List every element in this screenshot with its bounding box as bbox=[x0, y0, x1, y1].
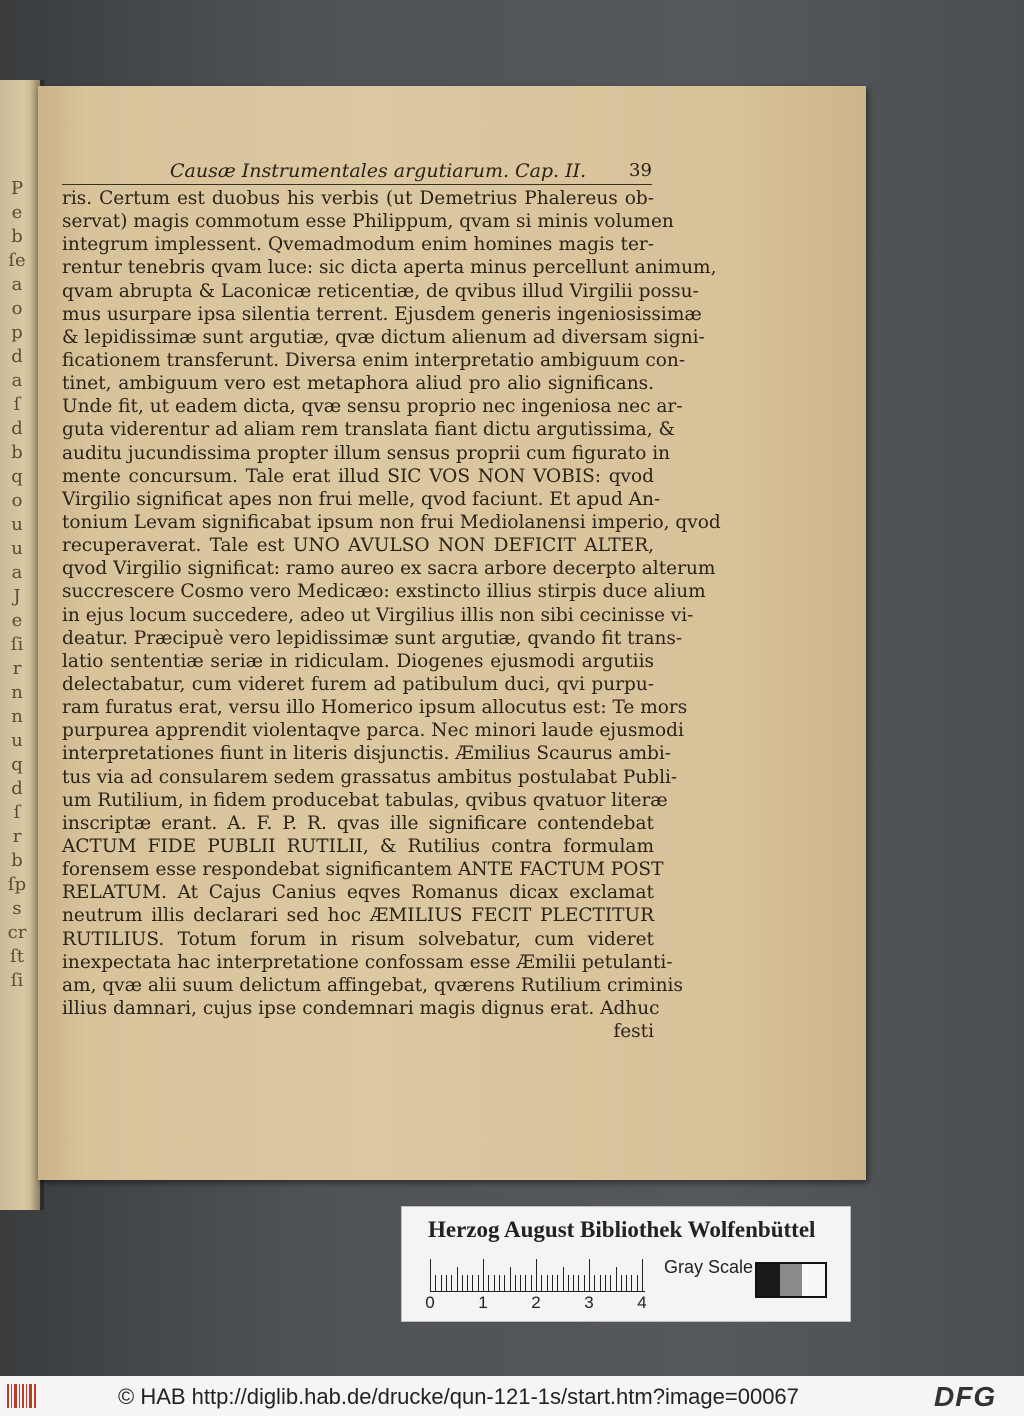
ruler-tick bbox=[557, 1275, 558, 1291]
text-line: mente concursum. Tale erat illud SIC VOS NON VOBIS: qvod bbox=[62, 465, 654, 487]
ruler-number: 0 bbox=[425, 1293, 435, 1312]
edge-glyph: o bbox=[11, 298, 23, 319]
ruler-number: 2 bbox=[531, 1293, 541, 1312]
ruler-tick bbox=[631, 1275, 632, 1291]
ruler-tick bbox=[488, 1275, 489, 1291]
edge-glyph: r bbox=[12, 658, 22, 679]
edge-glyph: d bbox=[11, 778, 23, 799]
edge-glyph: cr bbox=[7, 922, 27, 943]
text-line: & lepidissimæ sunt argutiæ, qvæ dictum alienum ad diversam signi- bbox=[62, 326, 705, 348]
ruler-tick bbox=[568, 1275, 569, 1291]
text-line: purpurea apprendit violentaqve parca. Nec minori laude ejusmodi bbox=[62, 720, 684, 742]
ruler-tick bbox=[504, 1275, 505, 1291]
ruler-number: 4 bbox=[637, 1293, 647, 1312]
edge-glyph: b bbox=[11, 442, 23, 463]
ruler-number: 1 bbox=[478, 1293, 488, 1312]
ruler-tick bbox=[594, 1275, 595, 1291]
ruler-tick bbox=[584, 1275, 585, 1291]
text-line: Virgilio significat apes non frui melle, qvod faciunt. Et apud An- bbox=[62, 488, 661, 510]
ruler-tick bbox=[621, 1275, 622, 1291]
ruler-tick bbox=[510, 1267, 511, 1291]
ruler-number: 3 bbox=[584, 1293, 594, 1312]
edge-glyph: d bbox=[11, 418, 23, 439]
text-line: mus usurpare ipsa silentia terrent. Ejusdem generis ingeniosissimæ bbox=[62, 303, 702, 325]
footer-bar bbox=[0, 1376, 1024, 1416]
text-line: ficationem transferunt. Diversa enim interpretatio ambiguum con- bbox=[62, 349, 686, 371]
text-line: tinet, ambiguum vero est metaphora aliud pro alio significans. bbox=[62, 373, 654, 395]
gray-swatch bbox=[757, 1264, 780, 1296]
text-line: qvod Virgilio significat: ramo aureo ex sacra arbore decerpto alterum bbox=[62, 558, 716, 580]
text-line: recuperaverat. Tale est UNO AVULSO NON DEFICIT ALTER, bbox=[62, 535, 654, 557]
gray-swatch bbox=[802, 1264, 825, 1296]
library-label bbox=[401, 1206, 851, 1322]
text-line: tonium Levam significabat ipsum non frui Mediolanensi imperio, qvod bbox=[62, 511, 721, 533]
edge-glyph: u bbox=[11, 730, 23, 751]
edge-glyph: a bbox=[11, 274, 23, 295]
page-number: 39 bbox=[629, 160, 652, 181]
ruler-tick bbox=[605, 1275, 606, 1291]
text-line: RELATUM. At Cajus Canius eqves Romanus dicax exclamat bbox=[62, 882, 654, 904]
edge-glyph: ſi bbox=[10, 634, 24, 655]
edge-glyph: n bbox=[11, 682, 23, 703]
text-line: rentur tenebris qvam luce: sic dicta aperta minus percellunt animum, bbox=[62, 257, 717, 279]
ruler-tick bbox=[478, 1275, 479, 1291]
ruler-tick bbox=[578, 1275, 579, 1291]
library-name: Herzog August Bibliothek Wolfenbüttel bbox=[428, 1217, 816, 1242]
text-line: qvam abrupta & Laconicæ reticentiæ, de qvibus illud Virgilii possu- bbox=[62, 280, 699, 302]
text-line: latio sententiæ seriæ in ridiculam. Diogenes ejusmodi argutiis bbox=[62, 650, 654, 672]
text-line: am, qvæ alii suum delictum affingebat, qværens Rutilium criminis bbox=[62, 974, 683, 996]
text-line: succrescere Cosmo vero Medicæo: exstincto illius stirpis duce alium bbox=[62, 581, 706, 603]
text-line: neutrum illis declarari sed hoc ÆMILIUS FECIT PLECTITUR bbox=[62, 905, 654, 927]
edge-glyph: e bbox=[11, 610, 23, 631]
edge-glyph: ſ bbox=[13, 802, 21, 823]
text-line: interpretationes fiunt in literis disjunctis. Æmilius Scaurus ambi- bbox=[62, 743, 672, 765]
page-text-block bbox=[62, 187, 721, 1043]
edge-glyph: d bbox=[11, 346, 23, 367]
ruler-tick bbox=[525, 1275, 526, 1291]
text-line: auditu jucundissima propter illum sensus proprii cum figurato in bbox=[62, 442, 671, 464]
ruler-tick bbox=[457, 1267, 458, 1291]
edge-glyph: a bbox=[11, 562, 23, 583]
ruler-tick bbox=[520, 1275, 521, 1291]
text-line: deatur. Præcipuè vero lepidissimæ sunt argutiæ, qvando fit trans- bbox=[62, 627, 683, 649]
edge-glyph: r bbox=[12, 826, 22, 847]
edge-glyph: ſe bbox=[8, 250, 26, 271]
ruler-tick bbox=[467, 1275, 468, 1291]
edge-glyph: b bbox=[11, 850, 23, 871]
edge-glyph: P bbox=[10, 178, 24, 199]
text-line: servat) magis commotum esse Philippum, qvam si minis volumen bbox=[62, 211, 674, 233]
text-line: Unde fit, ut eadem dicta, qvæ sensu proprio nec ingeniosa nec ar- bbox=[62, 396, 683, 418]
ruler-tick bbox=[552, 1275, 553, 1291]
text-line: illius damnari, cujus ipse condemnari magis dignus erat. Adhuc bbox=[62, 997, 660, 1019]
gray-swatch bbox=[780, 1264, 803, 1296]
ruler-tick bbox=[600, 1275, 601, 1291]
ruler-tick bbox=[494, 1275, 495, 1291]
edge-glyph: e bbox=[11, 202, 23, 223]
ruler-tick bbox=[430, 1259, 431, 1291]
gray-scale-label: Gray Scale bbox=[664, 1257, 754, 1277]
edge-glyph: q bbox=[11, 466, 23, 487]
running-head: Causæ Instrumentales argutiarum. Cap. II. bbox=[170, 160, 587, 182]
text-line: integrum implessent. Qvemadmodum enim homines magis ter- bbox=[62, 234, 654, 256]
ruler-tick bbox=[441, 1275, 442, 1291]
scale-ruler bbox=[430, 1257, 645, 1292]
gray-scale-swatch bbox=[755, 1262, 827, 1298]
edge-glyph: ſp bbox=[7, 874, 27, 895]
ruler-tick bbox=[610, 1275, 611, 1291]
edge-glyph: u bbox=[11, 538, 23, 559]
ruler-tick bbox=[541, 1275, 542, 1291]
ruler-tick bbox=[616, 1267, 617, 1291]
edge-glyph: q bbox=[11, 754, 23, 775]
barcode-icon bbox=[6, 1382, 38, 1410]
ruler-tick bbox=[637, 1275, 638, 1291]
text-line: in ejus locum succedere, adeo ut Virgilius illis non sibi cecinisse vi- bbox=[62, 604, 694, 626]
edge-glyph: ſi bbox=[10, 970, 24, 991]
ruler-tick bbox=[451, 1275, 452, 1291]
edge-glyph: b bbox=[11, 226, 23, 247]
catchword: festi bbox=[613, 1021, 654, 1043]
text-line: RUTILIUS. Totum forum in risum solvebatur, cum videret bbox=[62, 928, 654, 950]
ruler-tick bbox=[642, 1259, 643, 1291]
text-line: inexpectata hac interpretatione confossam esse Æmilii petulanti- bbox=[62, 951, 673, 973]
ruler-tick bbox=[547, 1275, 548, 1291]
ruler-tick bbox=[446, 1275, 447, 1291]
ruler-tick bbox=[483, 1259, 484, 1291]
edge-glyph: J bbox=[13, 586, 21, 607]
ruler-tick bbox=[626, 1275, 627, 1291]
ruler-tick bbox=[515, 1275, 516, 1291]
ruler-tick bbox=[462, 1275, 463, 1291]
edge-glyph: n bbox=[11, 706, 23, 727]
ruler-tick bbox=[536, 1259, 537, 1291]
text-line: guta viderentur ad aliam rem translata fiant dictu argutissima, & bbox=[62, 419, 675, 441]
text-line: ris. Certum est duobus his verbis (ut Demetrius Phalereus ob- bbox=[62, 188, 654, 209]
edge-glyph: u bbox=[11, 514, 23, 535]
text-line: delectabatur, cum videret furem ad patibulum duci, qvi purpu- bbox=[62, 673, 654, 695]
text-line: ACTUM FIDE PUBLII RUTILII, & Rutilius contra formulam bbox=[62, 835, 654, 857]
text-line: ram furatus erat, versu illo Homerico ipsum allocutus est: Te mors bbox=[62, 697, 688, 719]
edge-glyph: a bbox=[11, 370, 23, 391]
edge-glyph: o bbox=[11, 490, 23, 511]
text-line: um Rutilium, in fidem producebat tabulas, qvibus qvatuor literæ bbox=[62, 789, 668, 811]
ruler-tick bbox=[499, 1275, 500, 1291]
text-line: inscriptæ erant. A. F. P. R. qvas ille significare contendebat bbox=[62, 812, 654, 834]
edge-glyph: s bbox=[12, 898, 22, 919]
ruler-tick bbox=[589, 1259, 590, 1291]
ruler-tick bbox=[435, 1275, 436, 1291]
header-rule bbox=[62, 184, 652, 185]
text-line: tus via ad consularem sedem grassatus ambitus postulabat Publi- bbox=[62, 766, 678, 788]
edge-glyph: ſ bbox=[13, 394, 21, 415]
copyright-url: © HAB http://diglib.hab.de/drucke/qun-121-1s/start.htm?image=00067 bbox=[118, 1384, 799, 1409]
dfg-logo: DFG bbox=[934, 1381, 997, 1412]
edge-glyph: p bbox=[11, 322, 23, 343]
ruler-tick bbox=[563, 1267, 564, 1291]
ruler-tick bbox=[472, 1275, 473, 1291]
ruler-tick bbox=[573, 1275, 574, 1291]
ruler-tick bbox=[531, 1275, 532, 1291]
edge-glyph: ſt bbox=[10, 946, 24, 967]
text-line: forensem esse respondebat significantem ANTE FACTUM POST bbox=[62, 859, 664, 881]
